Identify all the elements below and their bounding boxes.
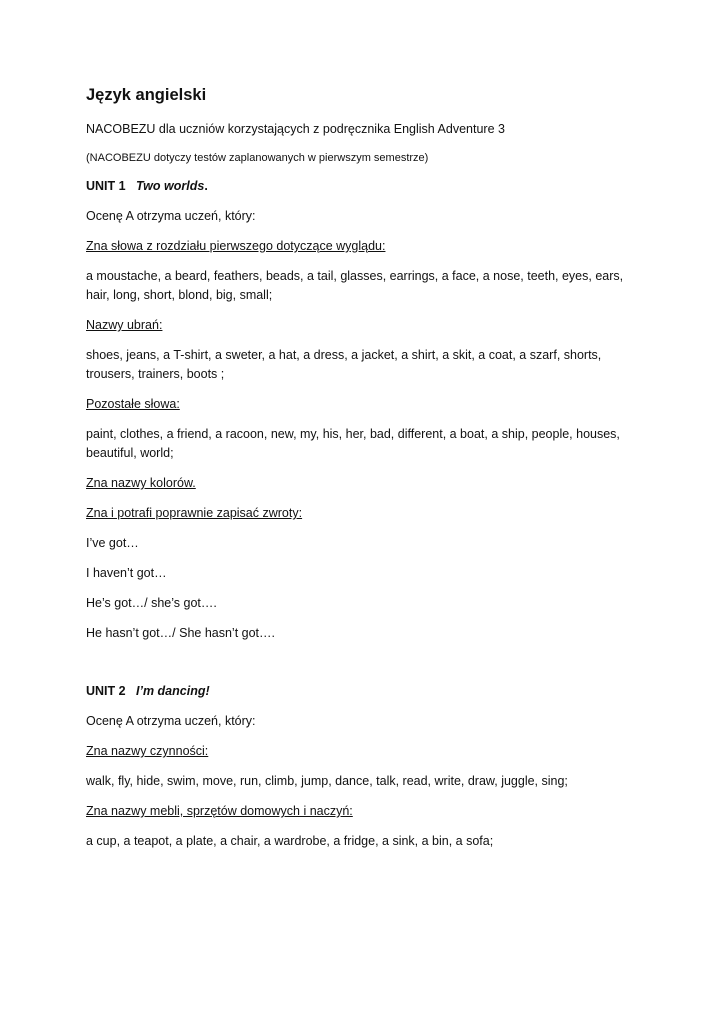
unit1-appearance-words: a moustache, a beard, feathers, beads, a tail, glasses, earrings, a face, a nose, teeth, eyes, ears, hair, long, short, blond, big, small; xyxy=(86,269,624,302)
unit1-phrase: I’ve got… xyxy=(86,536,139,550)
unit1-heading xyxy=(86,177,646,196)
document-note: (NACOBEZU dotyczy testów zaplanowanych w pierwszym semestrze) xyxy=(86,152,429,164)
document-subtitle: NACOBEZU dla uczniów korzystających z podręcznika English Adventure 3 xyxy=(86,122,505,136)
document-title: Język angielski xyxy=(86,86,207,104)
unit1-other-heading: Pozostałe słowa: xyxy=(86,397,180,411)
unit1-intro: Ocenę A otrzyma uczeń, który: xyxy=(86,209,256,223)
unit2-activities-heading: Zna nazwy czynności: xyxy=(86,744,209,758)
document-content xyxy=(86,84,646,862)
unit2-label: UNIT 2 xyxy=(86,684,126,698)
unit2-intro: Ocenę A otrzyma uczeń, który: xyxy=(86,714,256,728)
unit1-label: UNIT 1 xyxy=(86,179,126,193)
unit2-activities-words: walk, fly, hide, swim, move, run, climb, jump, dance, talk, read, write, draw, juggle, sing; xyxy=(86,774,568,788)
unit1-name: Two worlds xyxy=(136,179,205,193)
unit2-furniture-words: a cup, a teapot, a plate, a chair, a wardrobe, a fridge, a sink, a bin, a sofa; xyxy=(86,834,494,848)
unit1-appearance-heading: Zna słowa z rozdziału pierwszego dotyczące wyglądu: xyxy=(86,239,386,253)
unit1-phrase: He’s got…/ she’s got…. xyxy=(86,596,217,610)
unit1-phrase: He hasn’t got…/ She hasn’t got…. xyxy=(86,626,275,640)
unit1-phrases-heading: Zna i potrafi poprawnie zapisać zwroty: xyxy=(86,506,303,520)
unit1-colors-heading: Zna nazwy kolorów. xyxy=(86,476,196,490)
unit2-name: I’m dancing! xyxy=(136,684,210,698)
unit2-heading xyxy=(86,682,646,701)
unit1-name-suffix: . xyxy=(204,179,208,193)
unit1-clothes-heading: Nazwy ubrań: xyxy=(86,318,163,332)
section-spacer xyxy=(86,654,646,682)
unit1-clothes-words: shoes, jeans, a T-shirt, a sweter, a hat, a dress, a jacket, a shirt, a skit, a coat, a szarf, shorts, trousers, trainers, boots ; xyxy=(86,348,602,381)
unit1-other-words: paint, clothes, a friend, a racoon, new, my, his, her, bad, different, a boat, a ship, people, houses, beautiful, world; xyxy=(86,427,620,460)
unit2-furniture-heading: Zna nazwy mebli, sprzętów domowych i naczyń: xyxy=(86,804,353,818)
unit1-phrase: I haven’t got… xyxy=(86,566,167,580)
